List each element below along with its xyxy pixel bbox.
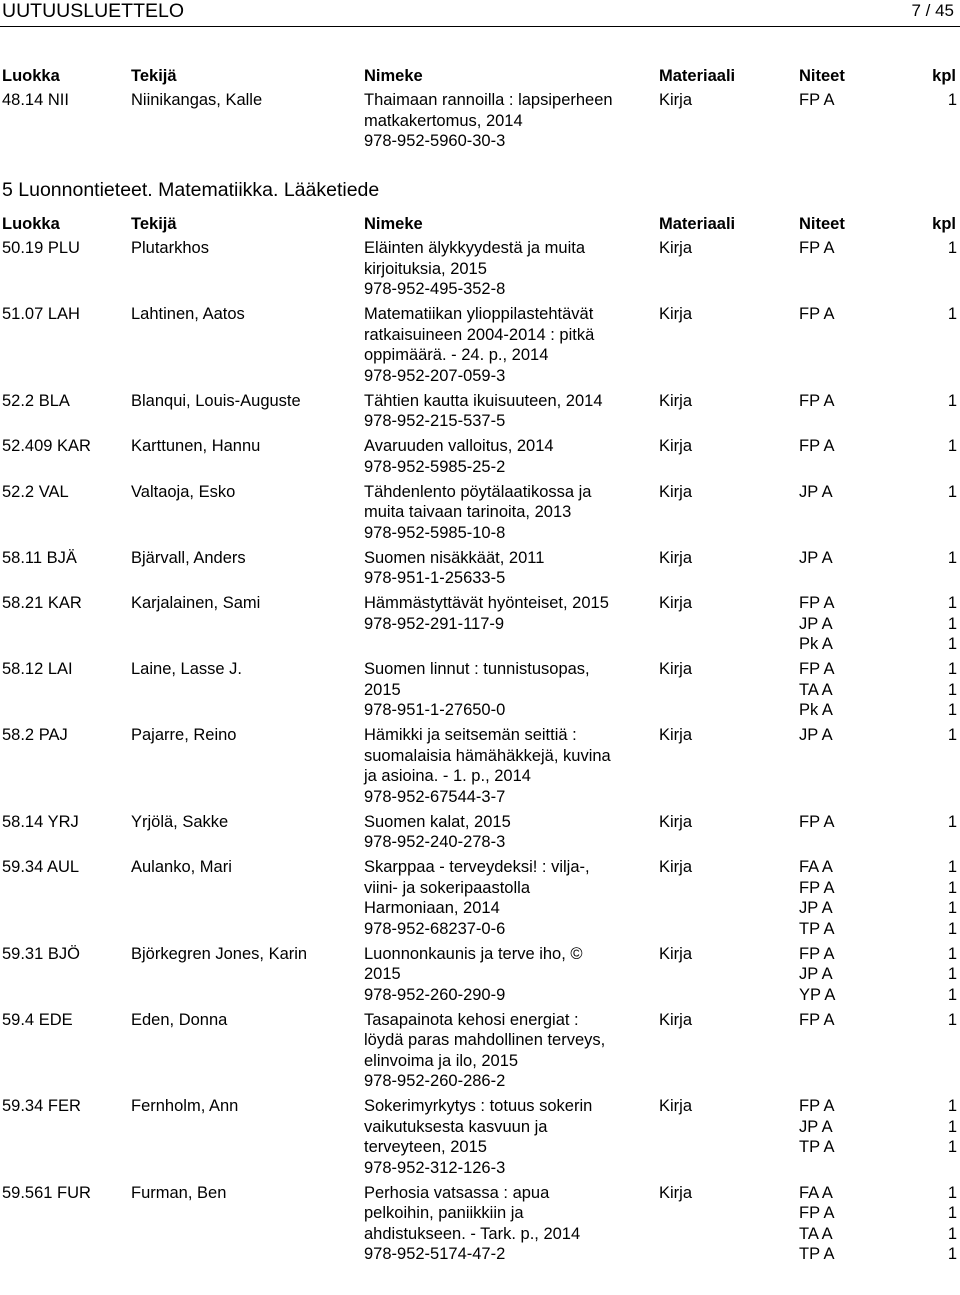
kpl-count: 1 (947, 919, 957, 938)
luokka-cell: 52.2 VAL (2, 482, 69, 501)
niteet-line (799, 898, 957, 919)
table-row (0, 436, 960, 482)
main-rows (0, 238, 960, 1269)
niteet-line (799, 812, 957, 833)
nimeke-line: 978-952-215-537-5 (364, 412, 506, 430)
nimeke-line: 978-952-260-290-9 (364, 985, 506, 1004)
niteet-line (799, 857, 957, 878)
niteet-line (799, 482, 957, 503)
table-row (0, 90, 960, 156)
materiaali-cell: Kirja (659, 391, 693, 410)
nimeke-line: Suomen kalat, 2015 (364, 812, 511, 831)
nimeke-line: 978-951-1-27650-0 (364, 701, 506, 719)
niteet-code: YP A (799, 985, 836, 1004)
table-row (0, 238, 960, 304)
nimeke-line: Tähdenlento pöytälaatikossa ja (364, 482, 592, 501)
materiaali-cell: Kirja (659, 1097, 693, 1115)
luokka-cell: 59.4 EDE (2, 1010, 73, 1029)
tekija-cell: Blanqui, Louis-Auguste (131, 391, 301, 410)
niteet-cell (799, 812, 956, 833)
niteet-cell (799, 304, 956, 325)
nimeke-cell (364, 391, 654, 432)
col-nimeke: Nimeke (364, 215, 423, 233)
table-row (0, 1010, 960, 1097)
niteet-cell (799, 482, 956, 503)
tekija-cell: Pajarre, Reino (131, 726, 237, 744)
niteet-line (799, 1096, 957, 1117)
nimeke-cell (364, 482, 654, 544)
luokka-cell: 52.409 KAR (2, 437, 91, 455)
niteet-code: FA A (799, 1183, 833, 1202)
niteet-code: JP A (799, 965, 833, 983)
niteet-cell (799, 1183, 956, 1265)
niteet-code: TA A (799, 1224, 833, 1243)
nimeke-line: muita taivaan tarinoita, 2013 (364, 503, 572, 521)
column-header-row (0, 66, 960, 90)
nimeke-line: Tasapainota kehosi energiat : (364, 1010, 579, 1029)
niteet-line (799, 634, 957, 655)
nimeke-cell (364, 436, 654, 477)
niteet-line (799, 1183, 957, 1204)
kpl-count: 1 (947, 1245, 957, 1263)
nimeke-cell (364, 944, 654, 1006)
nimeke-cell (364, 304, 654, 386)
nimeke-line: Luonnonkaunis ja terve iho, © (364, 944, 583, 963)
luokka-cell: 59.34 FER (2, 1097, 81, 1115)
tekija-cell: Björkegren Jones, Karin (131, 944, 308, 963)
kpl-count: 1 (947, 482, 957, 501)
kpl-count: 1 (947, 635, 957, 653)
col-niteet: Niteet (799, 215, 845, 233)
kpl-count: 1 (947, 391, 957, 410)
nimeke-cell (364, 857, 654, 939)
kpl-count: 1 (947, 1010, 957, 1029)
materiaali-cell: Kirja (659, 437, 693, 455)
col-materiaali: Materiaali (659, 215, 736, 233)
kpl-count: 1 (947, 594, 957, 612)
materiaali-cell: Kirja (659, 660, 693, 678)
niteet-line (799, 304, 957, 325)
nimeke-line: pelkoihin, paniikkiin ja (364, 1204, 524, 1222)
niteet-code: FP A (799, 1204, 835, 1222)
col-luokka: Luokka (2, 67, 60, 85)
nimeke-line: 978-952-495-352-8 (364, 280, 506, 298)
tekija-cell: Bjärvall, Anders (131, 548, 246, 567)
kpl-count: 1 (947, 701, 957, 719)
niteet-line (799, 1203, 957, 1224)
niteet-line (799, 436, 957, 457)
col-kpl: kpl (932, 67, 956, 85)
nimeke-line: Avaruuden valloitus, 2014 (364, 437, 554, 455)
tekija-cell: Eden, Donna (131, 1010, 228, 1029)
nimeke-line: Sokerimyrkytys : totuus sokerin (364, 1097, 593, 1115)
nimeke-line: suomalaisia hämähäkkejä, kuvina (364, 746, 611, 765)
kpl-count: 1 (947, 1204, 957, 1222)
nimeke-line: 978-952-5985-10-8 (364, 523, 506, 542)
luokka-cell: 58.14 YRJ (2, 812, 79, 831)
column-header-row (0, 214, 960, 238)
kpl-count: 1 (947, 1224, 957, 1243)
luokka-cell: 58.2 PAJ (2, 726, 68, 744)
tekija-cell: Valtaoja, Esko (131, 482, 236, 501)
nimeke-line: 978-952-5985-25-2 (364, 457, 506, 476)
nimeke-cell (364, 90, 654, 152)
niteet-code: TP A (799, 919, 835, 938)
luokka-cell: 58.12 LAI (2, 660, 73, 678)
table-row (0, 391, 960, 437)
nimeke-line: 978-952-312-126-3 (364, 1158, 506, 1177)
niteet-line (799, 238, 957, 259)
nimeke-cell (364, 593, 654, 655)
kpl-count: 1 (947, 1183, 957, 1202)
niteet-code: FP A (799, 594, 835, 612)
niteet-cell (799, 857, 956, 939)
table-row (0, 304, 960, 391)
luokka-cell: 51.07 LAH (2, 305, 80, 323)
materiaali-cell: Kirja (659, 548, 693, 567)
materiaali-cell: Kirja (659, 858, 693, 876)
niteet-cell (799, 659, 956, 721)
niteet-code: TP A (799, 1245, 835, 1263)
tekija-cell: Niinikangas, Kalle (131, 91, 263, 109)
kpl-count: 1 (947, 614, 957, 633)
page-number: 7 / 45 (911, 1, 954, 20)
niteet-code: JP A (799, 482, 833, 501)
niteet-line (799, 593, 957, 614)
nimeke-cell (364, 1096, 654, 1178)
niteet-code: FA A (799, 858, 833, 876)
luokka-cell: 59.31 BJÖ (2, 944, 80, 963)
nimeke-line: 978-952-5174-47-2 (364, 1245, 506, 1263)
nimeke-line: vaikutuksesta kasvuun ja (364, 1117, 548, 1136)
nimeke-line: kirjoituksia, 2015 (364, 259, 487, 278)
niteet-code: JP A (799, 899, 833, 917)
niteet-line (799, 1244, 957, 1265)
col-niteet: Niteet (799, 67, 845, 85)
kpl-count: 1 (947, 985, 957, 1004)
niteet-line (799, 659, 957, 680)
niteet-line (799, 548, 957, 569)
table-row (0, 482, 960, 548)
materiaali-cell: Kirja (659, 239, 693, 257)
kpl-count: 1 (947, 660, 957, 678)
table-row (0, 659, 960, 725)
table-row (0, 812, 960, 858)
niteet-cell (799, 1096, 956, 1158)
kpl-count: 1 (947, 1138, 957, 1156)
nimeke-line: 978-952-260-286-2 (364, 1072, 506, 1090)
luokka-cell: 48.14 NII (2, 91, 69, 109)
luokka-cell: 59.561 FUR (2, 1183, 91, 1202)
document-title: UUTUUSLUETTELO (2, 0, 185, 22)
niteet-line (799, 700, 957, 721)
niteet-line (799, 680, 957, 701)
materiaali-cell: Kirja (659, 944, 693, 963)
nimeke-cell (364, 548, 654, 589)
nimeke-line: Tähtien kautta ikuisuuteen, 2014 (364, 391, 603, 410)
niteet-code: FP A (799, 305, 835, 323)
tekija-cell: Fernholm, Ann (131, 1097, 239, 1115)
nimeke-line (364, 634, 654, 655)
tekija-cell: Laine, Lasse J. (131, 660, 242, 678)
niteet-line (799, 614, 957, 635)
kpl-count: 1 (947, 305, 957, 323)
nimeke-line: ja asioina. - 1. p., 2014 (364, 767, 531, 785)
luokka-cell: 58.21 KAR (2, 594, 82, 612)
kpl-count: 1 (947, 812, 957, 831)
nimeke-cell (364, 1010, 654, 1092)
nimeke-line: Hämmästyttävät hyönteiset, 2015 (364, 594, 609, 612)
col-tekija: Tekijä (131, 215, 177, 233)
luokka-cell: 58.11 BJÄ (2, 548, 77, 567)
niteet-cell (799, 1010, 956, 1031)
niteet-code: Pk A (799, 635, 833, 653)
nimeke-line: elinvoima ja ilo, 2015 (364, 1051, 519, 1070)
nimeke-line: 978-952-5960-30-3 (364, 132, 506, 150)
niteet-cell (799, 944, 956, 1006)
nimeke-line: 978-952-207-059-3 (364, 366, 506, 385)
section-title: 5 Luonnontieteet. Matematiikka. Lääketiede (2, 179, 380, 201)
nimeke-line: Skarppaa - terveydeksi! : vilja-, (364, 858, 590, 876)
niteet-line (799, 964, 957, 985)
niteet-line (799, 1137, 957, 1158)
kpl-count: 1 (947, 91, 957, 109)
nimeke-line: Harmoniaan, 2014 (364, 899, 500, 917)
luokka-cell: 52.2 BLA (2, 391, 70, 410)
materiaali-cell: Kirja (659, 594, 693, 612)
nimeke-cell (364, 1183, 654, 1265)
kpl-count: 1 (947, 437, 957, 455)
niteet-line (799, 1117, 957, 1138)
tekija-cell: Furman, Ben (131, 1183, 227, 1202)
nimeke-cell (364, 659, 654, 721)
materiaali-cell: Kirja (659, 1183, 693, 1202)
niteet-line (799, 1010, 957, 1031)
nimeke-line: matkakertomus, 2014 (364, 111, 523, 130)
niteet-code: FP A (799, 812, 835, 831)
niteet-line (799, 985, 957, 1006)
nimeke-line: viini- ja sokeripaastolla (364, 878, 530, 897)
tekija-cell: Lahtinen, Aatos (131, 305, 245, 323)
niteet-cell (799, 548, 956, 569)
niteet-code: JP A (799, 726, 833, 744)
materiaali-cell: Kirja (659, 91, 693, 109)
nimeke-line: Suomen nisäkkäät, 2011 (364, 548, 545, 567)
niteet-code: FP A (799, 1010, 835, 1029)
nimeke-cell (364, 238, 654, 300)
nimeke-line: 2015 (364, 965, 401, 983)
table-row (0, 944, 960, 1010)
nimeke-line: 978-952-291-117-9 (364, 614, 505, 633)
nimeke-line: 978-952-240-278-3 (364, 833, 506, 851)
col-tekija: Tekijä (131, 67, 177, 85)
nimeke-line: Perhosia vatsassa : apua (364, 1183, 550, 1202)
header-rule (0, 26, 960, 27)
niteet-cell (799, 436, 956, 457)
tekija-cell: Aulanko, Mari (131, 858, 232, 876)
niteet-line (799, 90, 957, 111)
niteet-cell (799, 90, 956, 111)
kpl-count: 1 (947, 965, 957, 983)
niteet-code: FP A (799, 1097, 835, 1115)
nimeke-cell (364, 725, 654, 807)
niteet-code: FP A (799, 437, 835, 455)
table-row (0, 1183, 960, 1270)
col-luokka: Luokka (2, 215, 60, 233)
niteet-code: JP A (799, 614, 833, 633)
nimeke-line: Eläinten älykkyydestä ja muita (364, 239, 586, 257)
nimeke-line: 978-951-1-25633-5 (364, 569, 506, 587)
niteet-line (799, 919, 957, 940)
niteet-code: FP A (799, 944, 835, 963)
materiaali-cell: Kirja (659, 812, 693, 831)
niteet-code: FP A (799, 391, 835, 410)
tekija-cell: Yrjölä, Sakke (131, 812, 229, 831)
niteet-cell (799, 391, 956, 412)
niteet-code: Pk A (799, 701, 833, 719)
materiaali-cell: Kirja (659, 726, 693, 744)
section-block (0, 177, 960, 203)
table-row (0, 548, 960, 594)
nimeke-line: 978-952-68237-0-6 (364, 919, 506, 938)
kpl-count: 1 (947, 944, 957, 963)
niteet-line (799, 878, 957, 899)
nimeke-line: 2015 (364, 680, 401, 699)
niteet-cell (799, 238, 956, 259)
niteet-line (799, 725, 957, 746)
kpl-count: 1 (947, 548, 957, 567)
nimeke-line: ahdistukseen. - Tark. p., 2014 (364, 1224, 581, 1243)
nimeke-line: Thaimaan rannoilla : lapsiperheen (364, 91, 613, 109)
kpl-count: 1 (947, 1097, 957, 1115)
niteet-code: JP A (799, 548, 833, 567)
niteet-code: FP A (799, 660, 835, 678)
table-row (0, 857, 960, 944)
niteet-code: TA A (799, 680, 833, 699)
niteet-line (799, 1224, 957, 1245)
tekija-cell: Karttunen, Hannu (131, 437, 261, 455)
niteet-code: FP A (799, 239, 835, 257)
kpl-count: 1 (947, 726, 957, 744)
kpl-count: 1 (947, 858, 957, 876)
niteet-cell (799, 593, 956, 655)
niteet-code: FP A (799, 91, 835, 109)
nimeke-cell (364, 812, 654, 853)
main-table (0, 214, 960, 1269)
luokka-cell: 50.19 PLU (2, 239, 80, 257)
nimeke-line: Hämikki ja seitsemän seittiä : (364, 726, 577, 744)
niteet-code: JP A (799, 1117, 833, 1136)
niteet-line (799, 944, 957, 965)
nimeke-line: Matematiikan ylioppilastehtävät (364, 305, 594, 323)
nimeke-line: Suomen linnut : tunnistusopas, (364, 660, 590, 678)
materiaali-cell: Kirja (659, 305, 693, 323)
top-table (0, 66, 960, 156)
kpl-count: 1 (947, 680, 957, 699)
nimeke-line: ratkaisuineen 2004-2014 : pitkä (364, 325, 595, 344)
kpl-count: 1 (947, 878, 957, 897)
kpl-count: 1 (947, 899, 957, 917)
col-nimeke: Nimeke (364, 67, 423, 85)
nimeke-line: oppimäärä. - 24. p., 2014 (364, 346, 549, 364)
tekija-cell: Plutarkhos (131, 239, 209, 257)
page-header (2, 0, 954, 23)
nimeke-line: terveyteen, 2015 (364, 1138, 487, 1156)
col-kpl: kpl (932, 215, 956, 233)
materiaali-cell: Kirja (659, 1010, 693, 1029)
table-row (0, 1096, 960, 1183)
top-rows (0, 90, 960, 156)
nimeke-line: löydä paras mahdollinen terveys, (364, 1031, 606, 1049)
kpl-count: 1 (947, 239, 957, 257)
niteet-line (799, 391, 957, 412)
table-row (0, 593, 960, 659)
kpl-count: 1 (947, 1117, 957, 1136)
tekija-cell: Karjalainen, Sami (131, 594, 261, 612)
nimeke-line: 978-952-67544-3-7 (364, 787, 506, 806)
niteet-cell (799, 725, 956, 746)
table-row (0, 725, 960, 812)
niteet-code: FP A (799, 878, 835, 897)
col-materiaali: Materiaali (659, 67, 736, 85)
niteet-code: TP A (799, 1138, 835, 1156)
luokka-cell: 59.34 AUL (2, 858, 80, 876)
materiaali-cell: Kirja (659, 482, 693, 501)
